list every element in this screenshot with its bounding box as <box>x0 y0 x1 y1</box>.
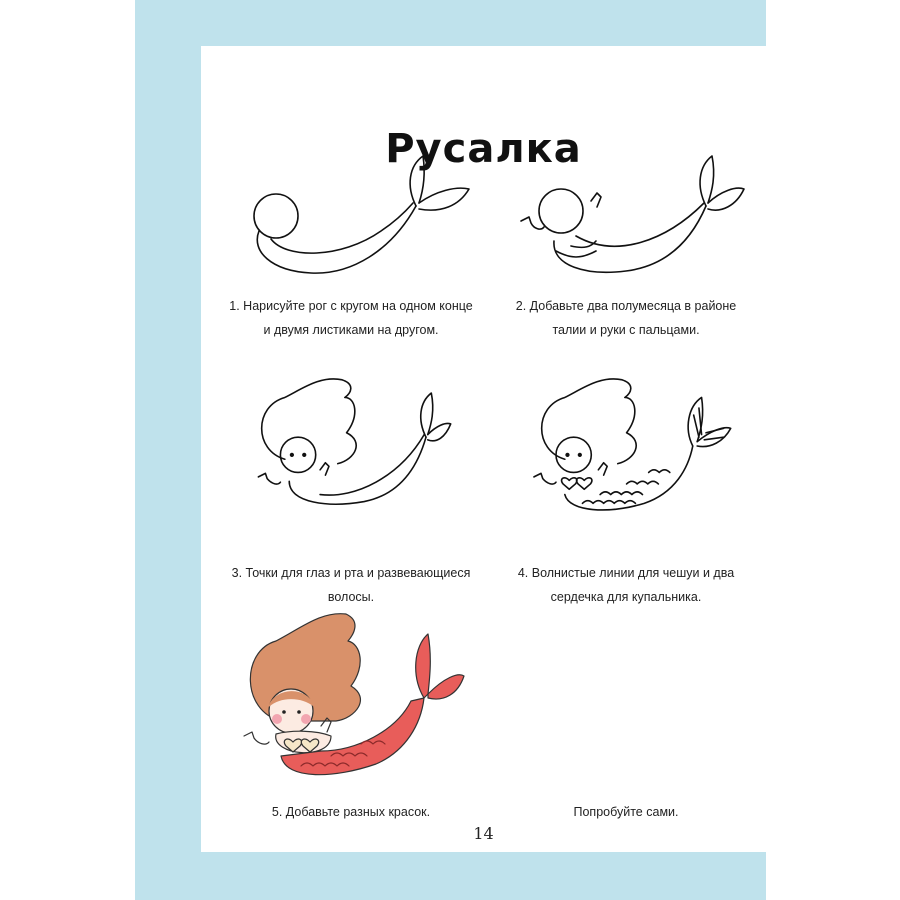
step-2-caption: 2. Добавьте два полумесяца в районе талии и руки с пальцами. <box>515 299 737 337</box>
step-1-illustration <box>241 151 471 301</box>
step-2-illustration <box>516 151 746 301</box>
page-number: 14 <box>473 824 494 843</box>
step-4-caption: 4. Волнистые линии для чешуи и два сердечка для купальника. <box>517 566 735 604</box>
try-yourself-caption: Попробуйте сами. <box>573 805 679 819</box>
step-3-illustration <box>236 371 466 521</box>
step-5-illustration <box>236 606 466 781</box>
step-5-caption: 5. Добавьте разных красок. <box>271 805 431 819</box>
step-4-illustration <box>516 371 746 521</box>
page-title: Русалка <box>385 126 582 172</box>
step-1-caption: 1. Нарисуйте рог с кругом на одном конце и двумя листиками на другом. <box>229 299 473 337</box>
book-page <box>201 46 766 852</box>
step-3-caption: 3. Точки для глаз и рта и развевающиеся волосы. <box>231 566 471 604</box>
